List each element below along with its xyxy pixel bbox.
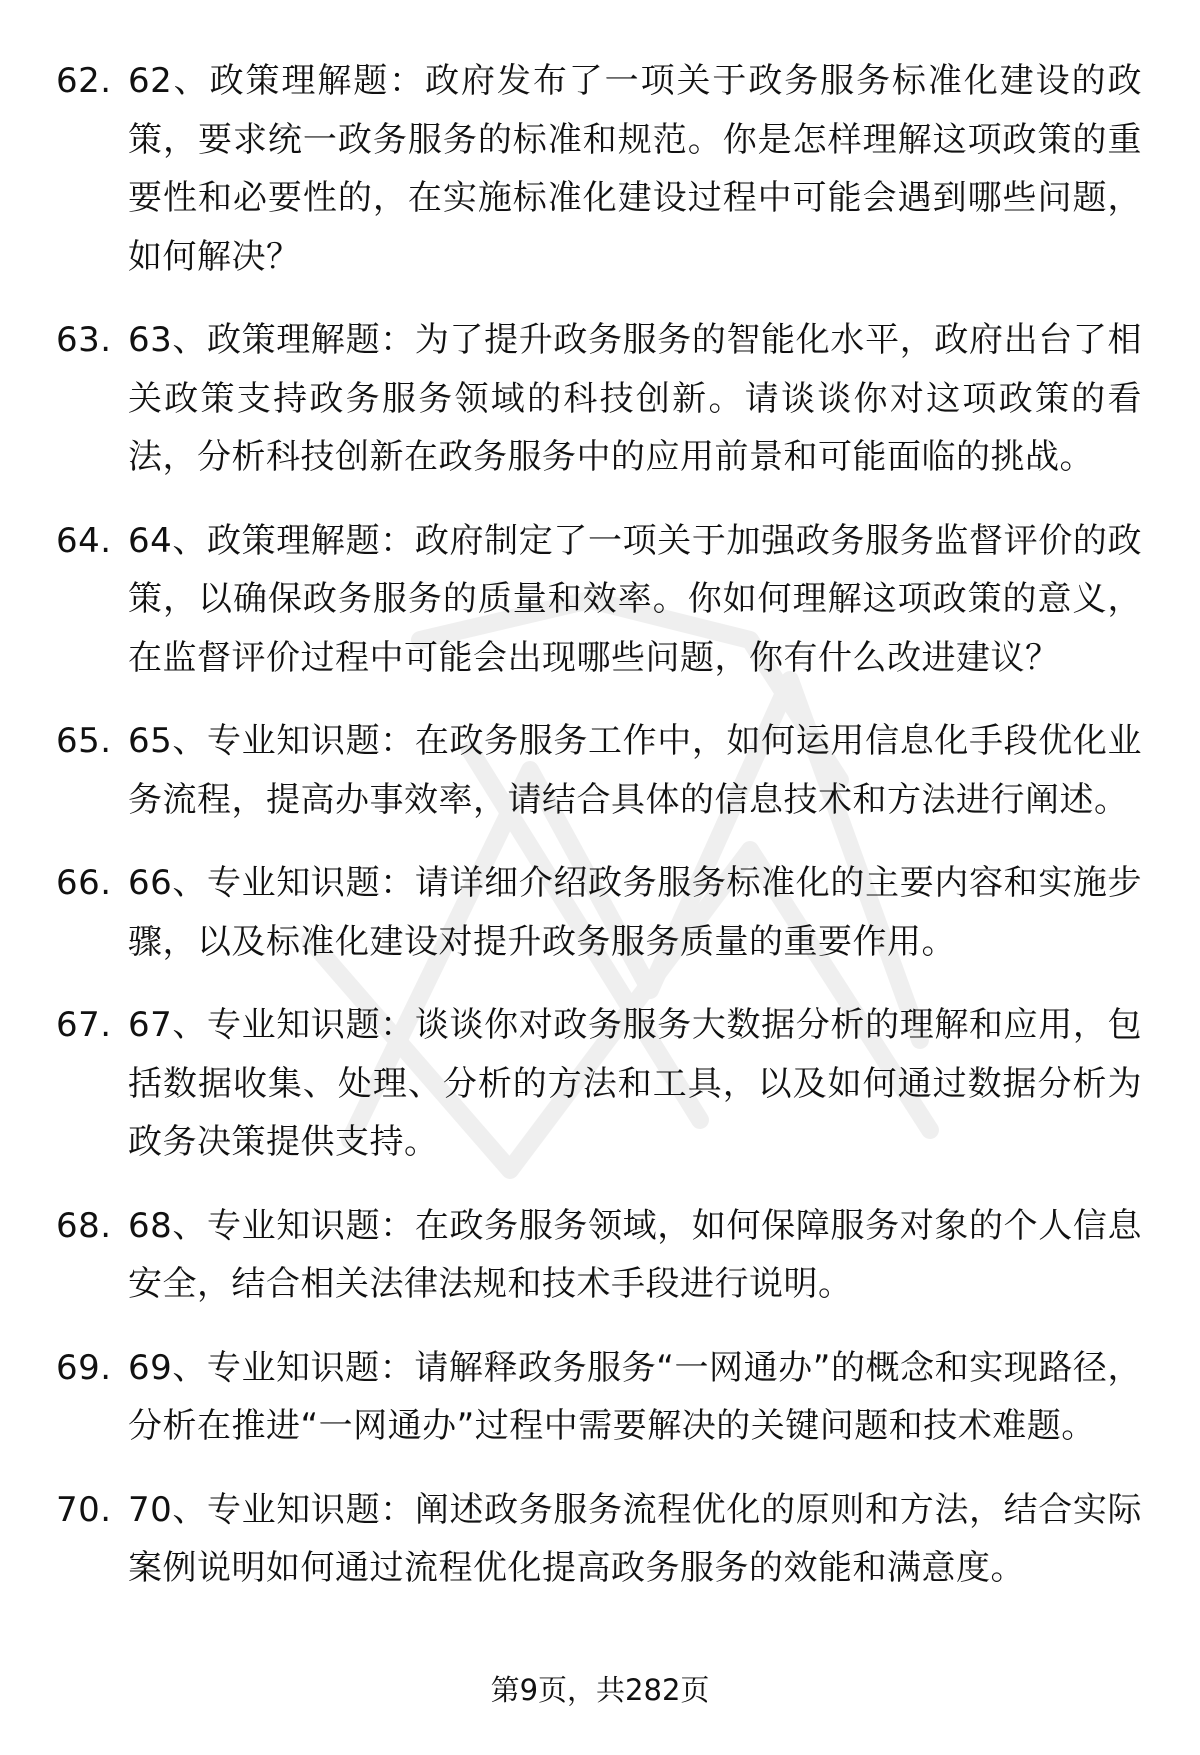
question-text: 69、专业知识题：请解释政务服务“一网通办”的概念和实现路径，分析在推进“一网通办”过程中需要解决的关键问题和技术难题。 (128, 1347, 1142, 1446)
question-number: 67. (56, 1005, 112, 1045)
question-list (0, 52, 1200, 1623)
question-number: 69. (56, 1347, 112, 1388)
question-number: 70. (56, 1489, 112, 1530)
page-footer: 第9页，共282页 (490, 1673, 710, 1707)
question-text: 62、政策理解题：政府发布了一项关于政务服务标准化建设的政策，要求统一政务服务的标准和规范。你是怎样理解这项政策的重要性和必要性的，在实施标准化建设过程中可能会遇到哪些问题，如何解决？ (128, 61, 1142, 277)
question-text: 70、专业知识题：阐述政务服务流程优化的原则和方法，结合实际案例说明如何通过流程优化提高政务服务的效能和满意度。 (128, 1489, 1142, 1588)
question-item (0, 1339, 1200, 1456)
question-item (0, 52, 1200, 286)
question-number: 63. (56, 320, 112, 360)
question-item (0, 996, 1200, 1172)
question-text: 65、专业知识题：在政务服务工作中，如何运用信息化手段优化业务流程，提高办事效率，请结合具体的信息技术和方法进行阐述。 (128, 721, 1142, 820)
question-item (0, 311, 1200, 487)
question-number: 62. (56, 61, 112, 101)
question-item (0, 1197, 1200, 1314)
question-text: 64、政策理解题：政府制定了一项关于加强政务服务监督评价的政策，以确保政务服务的质量和效率。你如何理解这项政策的意义，在监督评价过程中可能会出现哪些问题，你有什么改进建议？ (128, 520, 1142, 678)
question-number: 64. (56, 520, 112, 561)
question-item (0, 854, 1200, 971)
question-item (0, 512, 1200, 688)
question-item (0, 1481, 1200, 1598)
question-text: 67、专业知识题：谈谈你对政务服务大数据分析的理解和应用，包括数据收集、处理、分析的方法和工具，以及如何通过数据分析为政务决策提供支持。 (128, 1005, 1142, 1162)
question-text: 66、专业知识题：请详细介绍政务服务标准化的主要内容和实施步骤，以及标准化建设对提升政务服务质量的重要作用。 (128, 863, 1142, 962)
question-number: 65. (56, 721, 112, 761)
question-number: 66. (56, 863, 112, 903)
question-text: 68、专业知识题：在政务服务领域，如何保障服务对象的个人信息安全，结合相关法律法规和技术手段进行说明。 (128, 1205, 1142, 1304)
question-number: 68. (56, 1205, 112, 1246)
question-item (0, 712, 1200, 829)
question-text: 63、政策理解题：为了提升政务服务的智能化水平，政府出台了相关政策支持政务服务领域的科技创新。请谈谈你对这项政策的看法，分析科技创新在政务服务中的应用前景和可能面临的挑战。 (128, 320, 1142, 477)
